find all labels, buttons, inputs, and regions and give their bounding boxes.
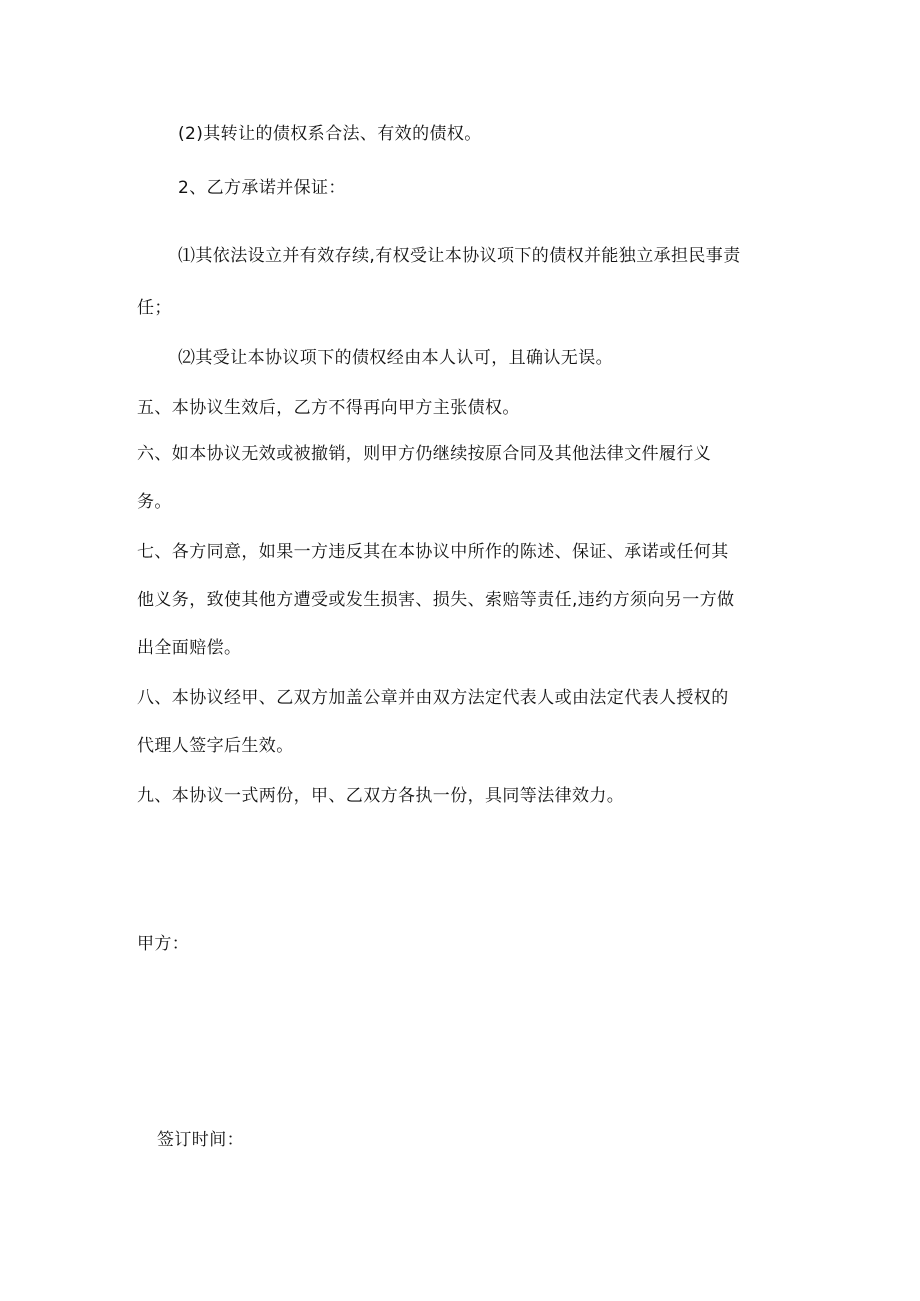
clause-4-2-1-line-1: ⑴其依法设立并有效存续,有权受让本协议项下的债权并能独立承担民事责 — [178, 246, 741, 266]
clause-9: 九、本协议一式两份，甲、乙双方各执一份，具同等法律效力。 — [137, 786, 625, 806]
clause-6-line-1: 六、如本协议无效或被撤销，则甲方仍继续按原合同及其他法律文件履行义 — [137, 444, 712, 464]
signing-date-label: 签订时间： — [157, 1130, 244, 1150]
clause-4-1-2: (2)其转让的债权系合法、有效的债权。 — [178, 124, 482, 144]
party-a-label: 甲方： — [137, 934, 190, 954]
clause-4-2-heading: 2、乙方承诺并保证： — [178, 178, 346, 198]
clause-5: 五、本协议生效后，乙方不得再向甲方主张债权。 — [137, 398, 520, 418]
clause-7-line-3: 出全面赔偿。 — [137, 638, 242, 658]
clause-4-2-1-line-2: 任； — [137, 298, 172, 318]
clause-7-line-2: 他义务，致使其他方遭受或发生损害、损失、索赔等责任,违约方须向另一方做 — [137, 590, 735, 610]
clause-8-line-2: 代理人签字后生效。 — [137, 736, 294, 756]
clause-7-line-1: 七、各方同意，如果一方违反其在本协议中所作的陈述、保证、承诺或任何其 — [137, 542, 729, 562]
clause-4-2-2: ⑵其受让本协议项下的债权经由本人认可，且确认无误。 — [178, 348, 613, 368]
clause-8-line-1: 八、本协议经甲、乙双方加盖公章并由双方法定代表人或由法定代表人授权的 — [137, 688, 729, 708]
clause-6-line-2: 务。 — [137, 492, 172, 512]
